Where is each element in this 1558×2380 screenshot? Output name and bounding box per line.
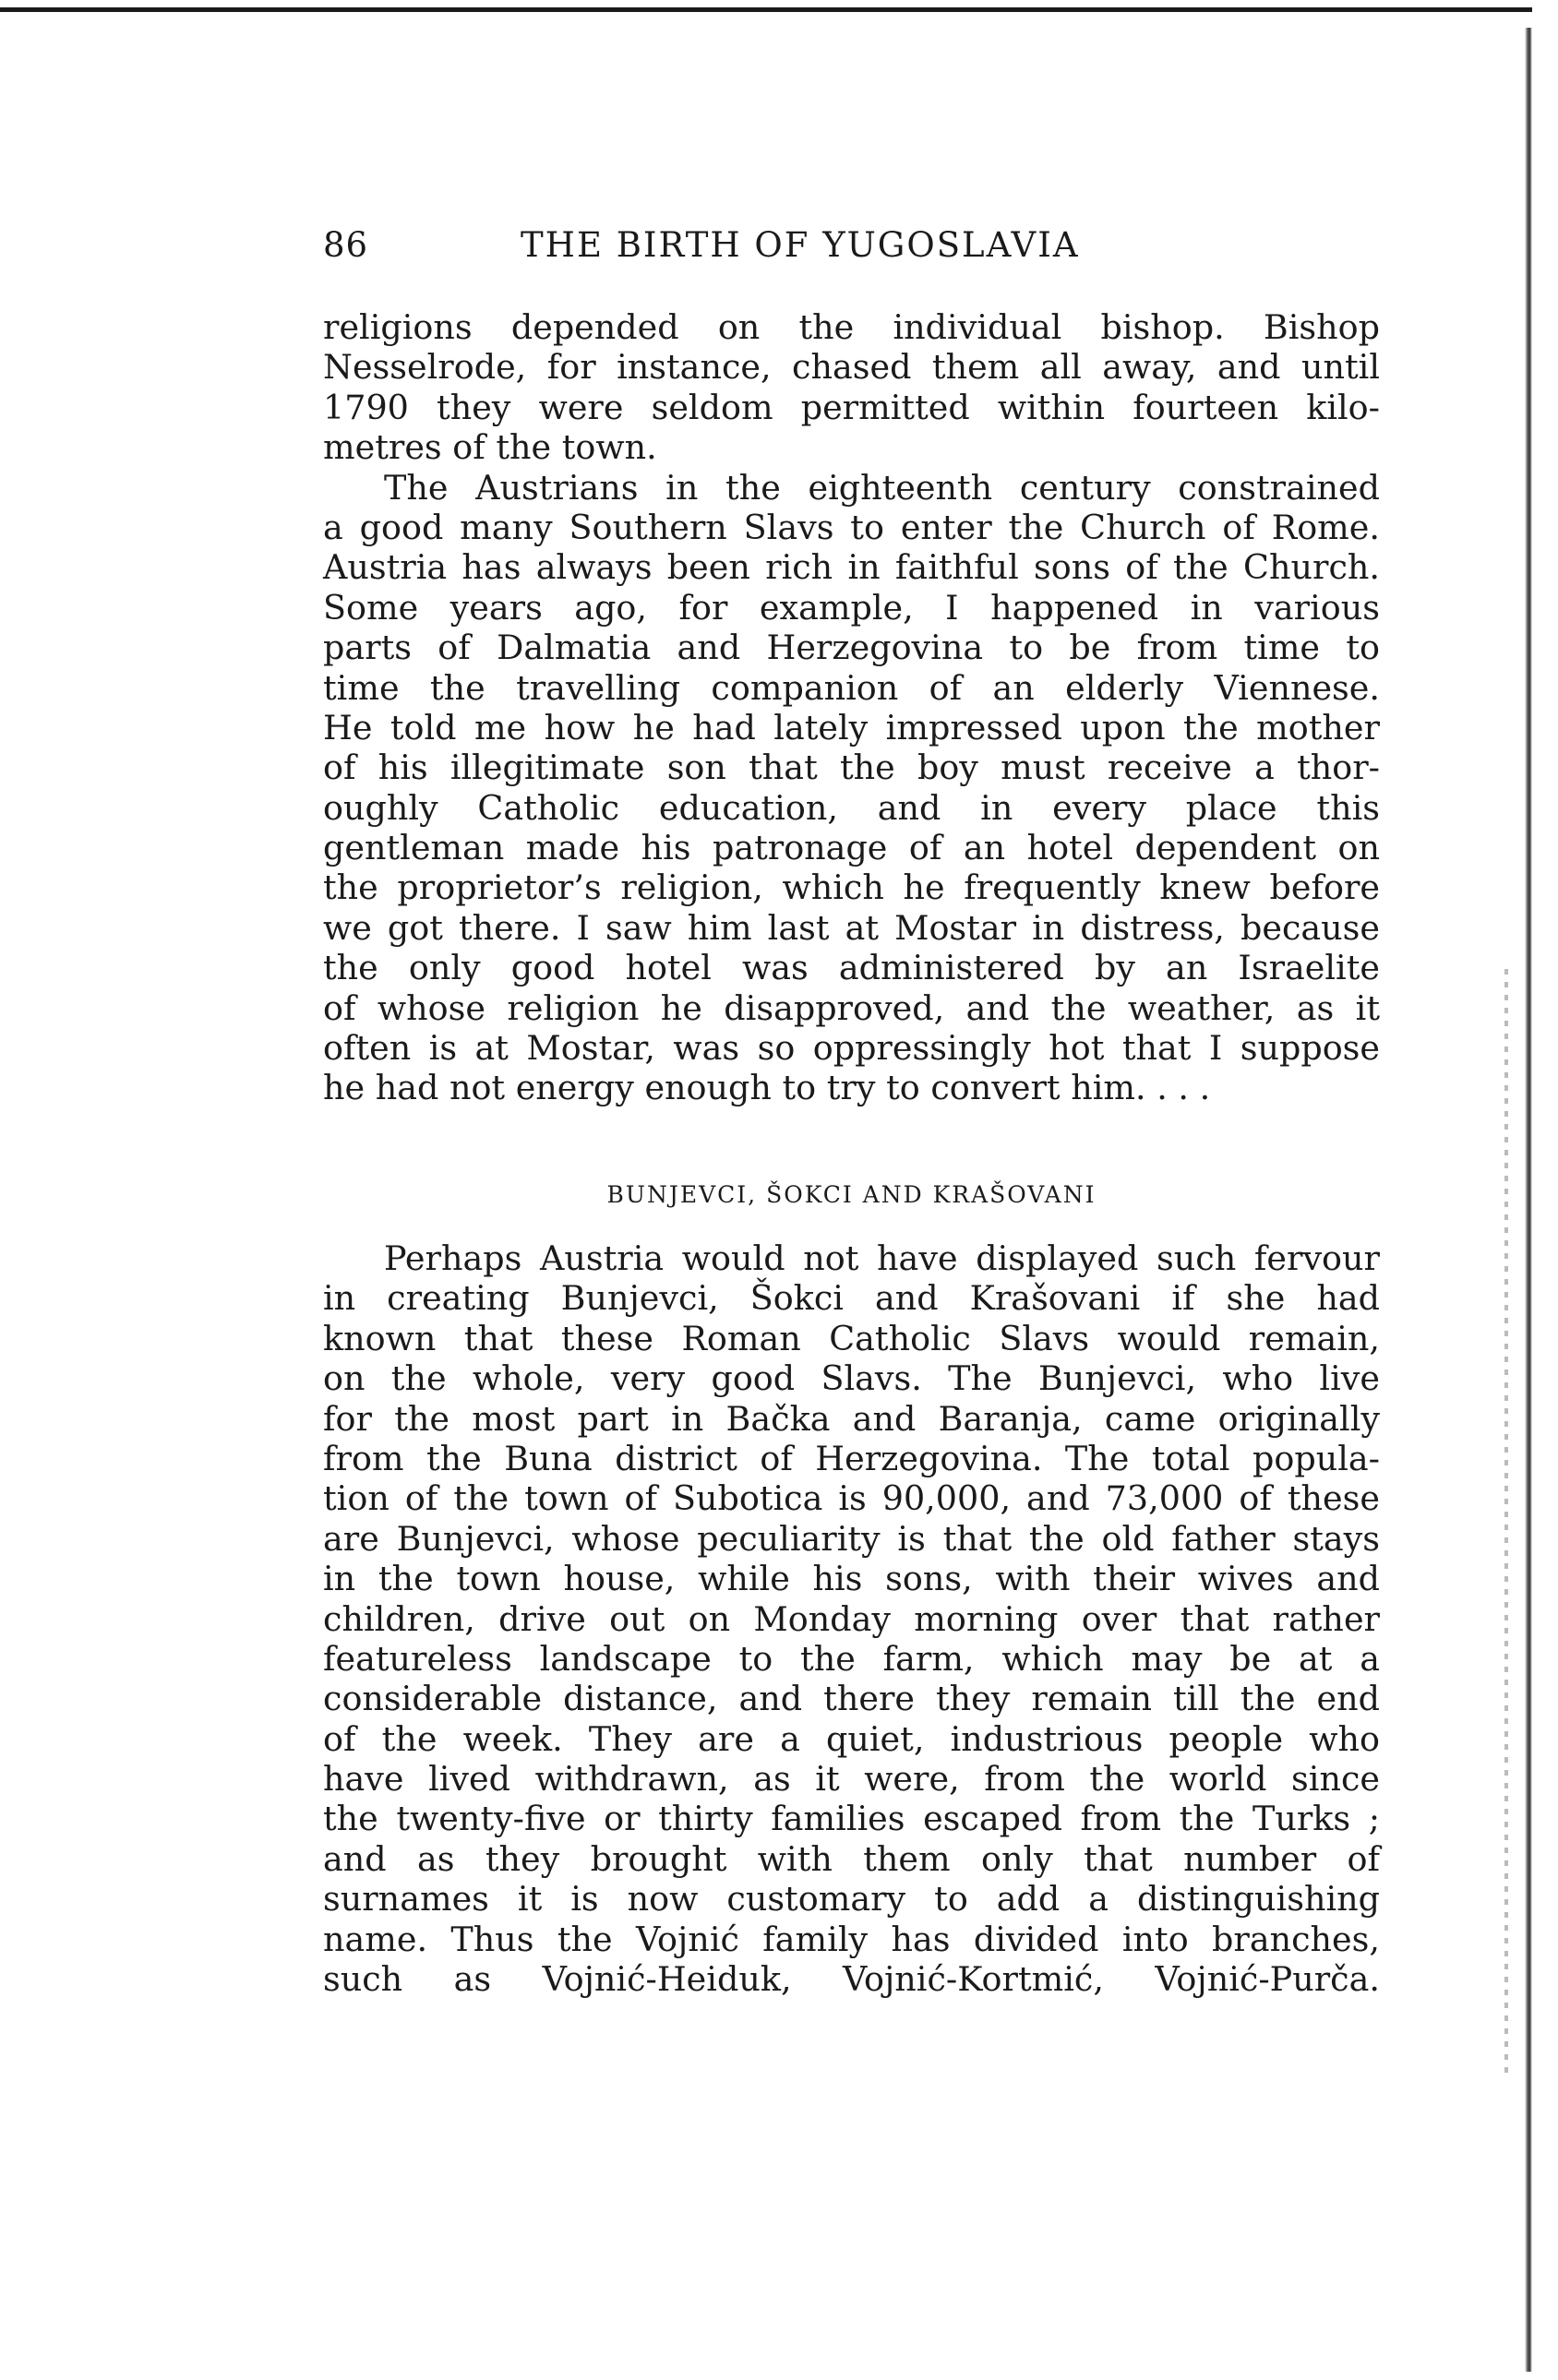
text-line: known that these Roman Catholic Slavs would remain,	[323, 1318, 1380, 1358]
text-line: religions depended on the individual bishop. Bishop	[323, 307, 1380, 347]
text-line: metres of the town.	[323, 427, 657, 468]
text-line: in the town house, while his sons, with their wives and	[323, 1559, 1380, 1599]
text-line: Some years ago, for example, I happened in various	[323, 587, 1380, 628]
text-line: He told me how he had lately impressed upon the mother	[323, 707, 1380, 747]
top-border-rule	[0, 7, 1532, 12]
text-line: children, drive out on Monday morning over that rather	[323, 1598, 1380, 1639]
text-line: for the most part in Bačka and Baranja, came originally	[323, 1398, 1380, 1439]
text-line: are Bunjevci, whose peculiarity is that the old father stays	[323, 1518, 1380, 1559]
text-line: tion of the town of Subotica is 90,000, and 73,000 of these	[323, 1478, 1380, 1519]
text-line: a good many Southern Slavs to enter the Church of Rome.	[323, 507, 1380, 547]
running-head-title: THE BIRTH OF YUGOSLAVIA	[521, 225, 1080, 265]
text-line: featureless landscape to the farm, which may be at a	[323, 1638, 1380, 1679]
text-line: from the Buna district of Herzegovina. The total popula-	[323, 1438, 1380, 1478]
text-line: on the whole, very good Slavs. The Bunjevci, who live	[323, 1358, 1380, 1399]
text-line: Austria has always been rich in faithful sons of the Church.	[323, 547, 1380, 588]
text-line: often is at Mostar, was so oppressingly hot that I suppose	[323, 1028, 1380, 1069]
text-line: oughly Catholic education, and in every place this	[323, 787, 1380, 828]
text-line: in creating Bunjevci, Šokci and Krašovani if she had	[323, 1278, 1380, 1319]
text-line: the proprietor’s religion, which he frequently knew before	[323, 867, 1380, 908]
text-line: and as they brought with them only that number of	[323, 1838, 1380, 1879]
page-binding-edge	[1525, 28, 1532, 2372]
text-block-lower	[323, 1238, 1380, 1999]
paragraph-3	[323, 1238, 1380, 1999]
text-line: name. Thus the Vojnić family has divided into branches,	[323, 1919, 1380, 1959]
paragraph-2	[323, 468, 1380, 1108]
text-line: surnames it is now customary to add a distinguishing	[323, 1879, 1380, 1920]
text-line: we got there. I saw him last at Mostar in distress, because	[323, 907, 1380, 948]
text-line: Nesselrode, for instance, chased them all away, and until	[323, 347, 1380, 388]
text-line: time the travelling companion of an elderly Viennese.	[323, 667, 1380, 708]
text-line: The Austrians in the eighteenth century constrained	[384, 467, 1380, 508]
text-line: the twenty-five or thirty families escaped from the Turks ;	[323, 1799, 1380, 1839]
page-number: 86	[323, 225, 369, 265]
text-line: the only good hotel was administered by an Israelite	[323, 948, 1380, 988]
text-line: gentleman made his patronage of an hotel dependent on	[323, 828, 1380, 868]
text-line: parts of Dalmatia and Herzegovina to be from time to	[323, 628, 1380, 668]
text-line: such as Vojnić-Heiduk, Vojnić-Kortmić, Vojnić-Purča.	[323, 1959, 1380, 2000]
section-heading: BUNJEVCI, ŠOKCI AND KRAŠOVANI	[606, 1181, 1097, 1208]
text-line: Perhaps Austria would not have displayed such fervour	[384, 1238, 1380, 1278]
paragraph-1	[323, 307, 1380, 468]
page-binding-shadow	[1504, 969, 1508, 2076]
text-line: 1790 they were seldom permitted within fourteen kilo-	[323, 387, 1380, 427]
text-block-upper	[323, 307, 1380, 1108]
text-line: of his illegitimate son that the boy must receive a thor-	[323, 747, 1380, 788]
text-line: he had not energy enough to try to convert him. . . .	[323, 1068, 1211, 1108]
text-line: of the week. They are a quiet, industrious people who	[323, 1718, 1380, 1759]
text-line: of whose religion he disapproved, and the weather, as it	[323, 987, 1380, 1028]
text-line: have lived withdrawn, as it were, from the world since	[323, 1759, 1380, 1800]
running-head	[323, 225, 1384, 281]
text-line: considerable distance, and there they remain till the end	[323, 1679, 1380, 1719]
